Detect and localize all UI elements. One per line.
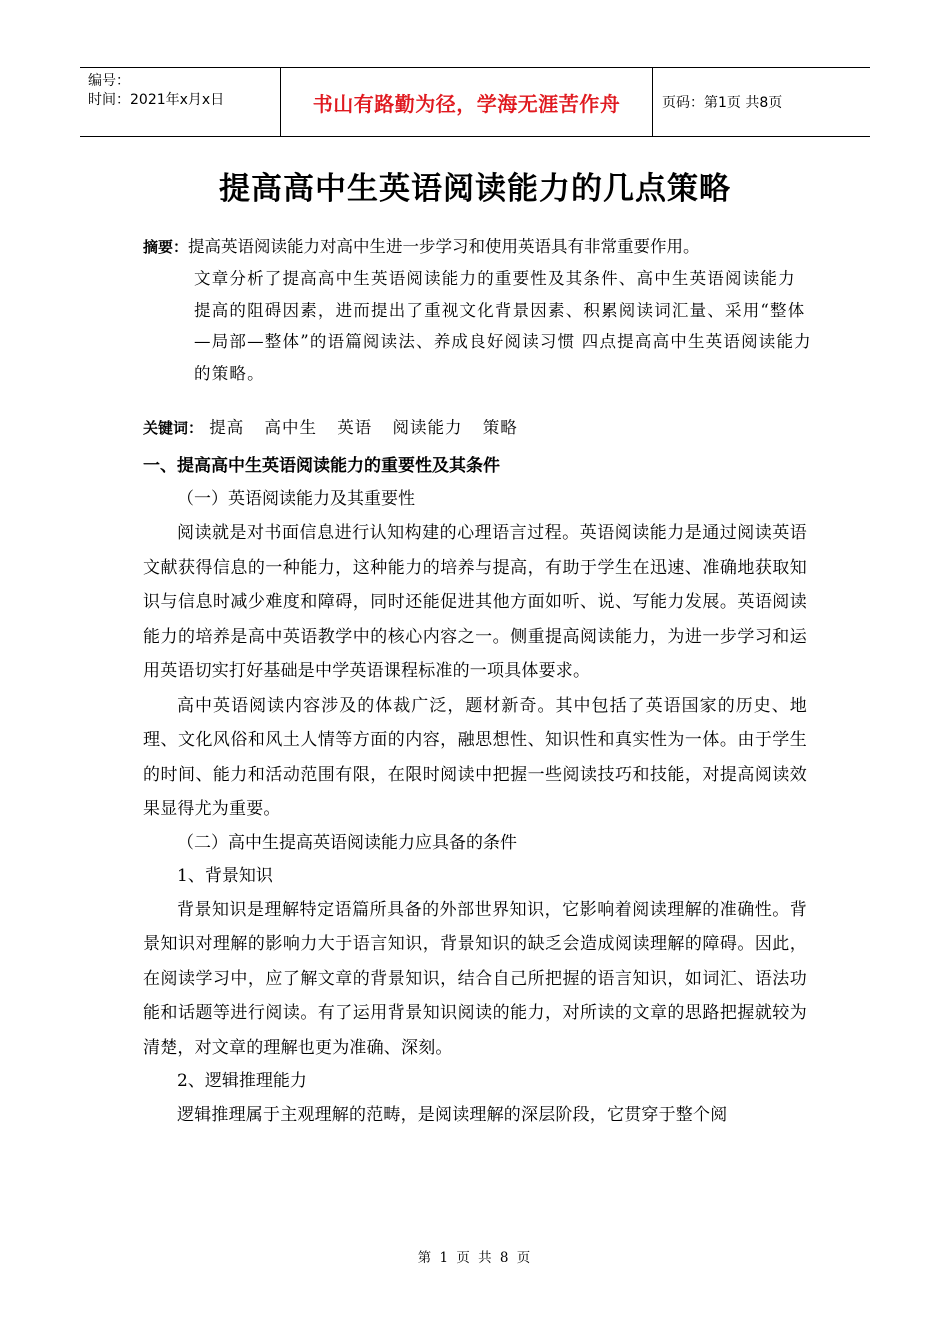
paragraph: 逻辑推理属于主观理解的范畴，是阅读理解的深层阶段，它贯穿于整个阅 [177,1105,728,1125]
keyword: 高中生 [264,418,318,437]
paragraph: 阅读就是对书面信息进行认知构建的心理语言过程。英语阅读能力是通过阅读英语文献获得信息的一种能力，这种能力的培养与提高，有助于学生在迅速、准确地获取知识与信息时减少难度和障碍，同时还能促进其他方面如听、说、写能力发展。英语阅读能力的培养是高中英语教学中的核心内容之一。侧重提高阅读能力，为进一步学习和运用英语切实打好基础是中学英语课程标准的一项具体要求。 [143,523,807,681]
header-meta [80,68,280,136]
section-content [143,483,807,1133]
abstract-label: 摘要： [143,238,189,256]
subsection-heading: （一）英语阅读能力及其重要性 [177,489,415,509]
keyword: 策略 [482,418,518,437]
keyword: 提高 [209,418,245,437]
keyword: 英语 [337,418,373,437]
header-motto: 书山有路勤为径，学海无涯苦作舟 [280,68,653,136]
abstract-body: 文章分析了提高高中生英语阅读能力的重要性及其条件、高中生英语阅读能力提高的阻碍因素，进而提出了重视文化背景因素、积累阅读词汇量、采用“整体—局部—整体”的语篇阅读法、养成良好阅读习惯 四点提高高中生英语阅读能力的策略。 [194,269,812,383]
subsection-heading: （二）高中生提高英语阅读能力应具备的条件 [177,832,517,853]
keyword: 阅读能力 [392,418,463,437]
header-page-info: 页码：第1页 共8页 [662,95,783,111]
abstract [143,231,813,389]
number-label: 编号： [88,73,130,89]
time-label: 时间：2021年x月x日 [88,92,225,108]
item-heading: 2、逻辑推理能力 [177,1071,307,1091]
item-heading: 1、背景知识 [177,865,273,886]
paragraph: 高中英语阅读内容涉及的体裁广泛，题材新奇。其中包括了英语国家的历史、地理、文化风俗和风土人情等方面的内容，融思想性、知识性和真实性为一体。由于学生的时间、能力和活动范围有限，在限时阅读中把握一些阅读技巧和技能，对提高阅读效果显得尤为重要。 [143,695,807,819]
keywords-line [143,414,532,438]
document-header [80,67,870,137]
section-heading: 一、提高高中生英语阅读能力的重要性及其条件 [143,456,500,476]
paragraph: 背景知识是理解特定语篇所具备的外部世界知识，它影响着阅读理解的准确性。背景知识对理解的影响力大于语言知识，背景知识的缺乏会造成阅读理解的障碍。因此，在阅读学习中，应了解文章的背景知识，结合自己所把握的语言知识，如词汇、语法功能和话题等进行阅读。有了运用背景知识阅读的能力，对所读的文章的思路把握就较为清楚，对文章的理解也更为准确、深刻。 [143,899,807,1058]
page-footer: 第 1 页 共 8 页 [417,1250,533,1266]
keywords-label: 关键词： [143,419,204,437]
document-title: 提高高中生英语阅读能力的几点策略 [219,171,731,207]
abstract-first-line: 提高英语阅读能力对高中生进一步学习和使用英语具有非常重要作用。 [188,237,700,256]
